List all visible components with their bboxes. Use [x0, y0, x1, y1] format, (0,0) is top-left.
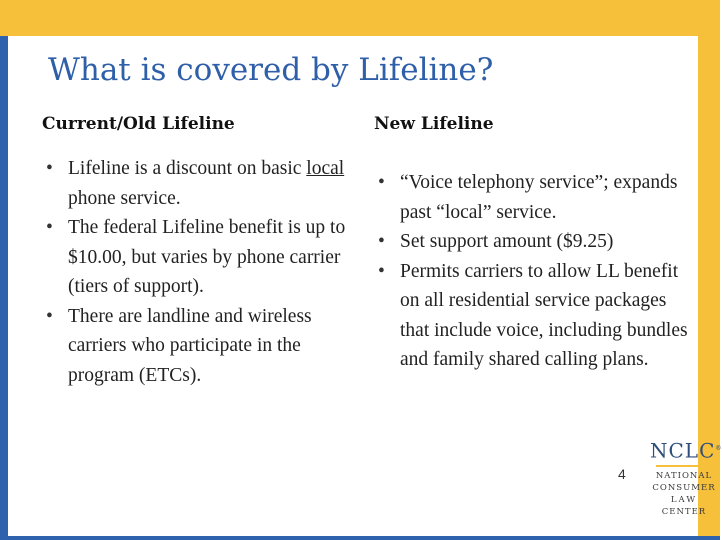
- left-bullet-3: • There are landline and wireless carriers who participate in the program (ETCs).: [44, 302, 364, 391]
- right-bullet-list: [376, 168, 688, 375]
- right-bullet-1: • “Voice telephony service”; expands past “local” service.: [376, 168, 688, 227]
- left-bullet-1-post: phone service.: [68, 187, 181, 209]
- logo-line-consumer: CONSUMER: [652, 482, 716, 493]
- logo-rule: [656, 465, 712, 467]
- left-column-heading: Current/Old Lifeline: [42, 114, 235, 134]
- frame-top-bar: [0, 0, 720, 36]
- right-column-heading: New Lifeline: [374, 114, 494, 134]
- left-bullet-2: • The federal Lifeline benefit is up to $10.00, but varies by phone carrier (tiers of support).: [44, 213, 364, 302]
- frame-bottom-bar: [0, 536, 720, 540]
- slide-title: What is covered by Lifeline?: [48, 52, 494, 88]
- right-bullet-3: • Permits carriers to allow LL benefit on all residential service packages that include voice, including bundles and family shared calling plans.: [376, 257, 688, 375]
- logo-line-national: NATIONAL: [655, 470, 713, 481]
- left-bullet-list: [44, 154, 364, 390]
- nclc-logo: [650, 437, 722, 537]
- logo-mark: ®: [715, 445, 722, 452]
- page-number: 4: [618, 466, 626, 482]
- right-bullet-2: • Set support amount ($9.25): [376, 227, 688, 257]
- left-bullet-1-pre: Lifeline is a discount on basic: [68, 158, 307, 179]
- logo-line-law: LAW: [670, 494, 698, 505]
- left-bullet-1-underlined: local: [306, 158, 345, 179]
- frame-left-bar: [0, 36, 8, 540]
- logo-wordmark: [650, 437, 722, 463]
- logo-line-center: CENTER: [661, 506, 707, 517]
- logo-name: NCLC: [650, 438, 716, 463]
- left-bullet-1: [44, 154, 364, 213]
